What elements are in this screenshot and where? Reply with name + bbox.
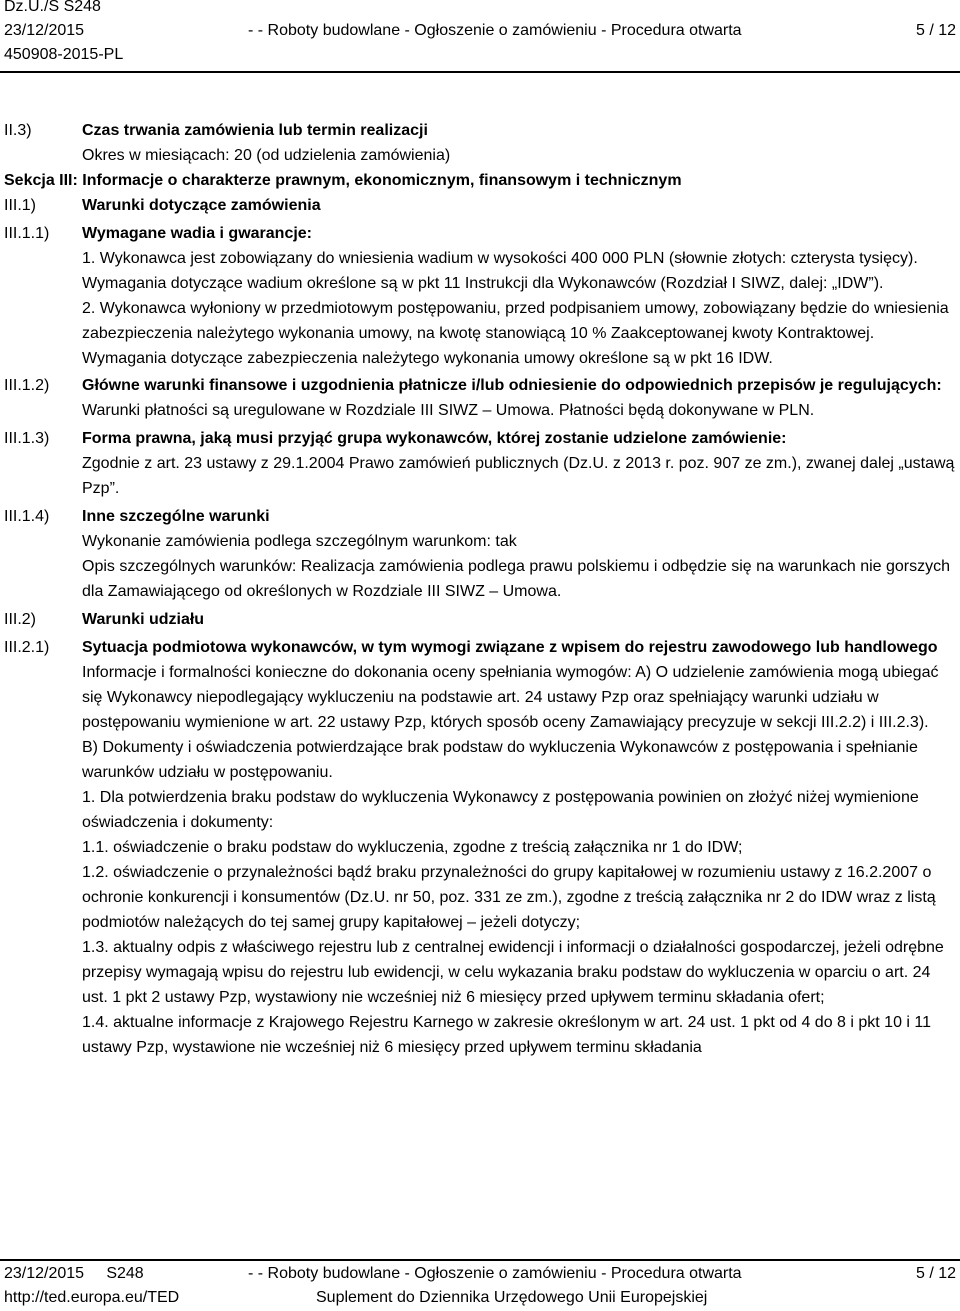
footer-supplement: Suplement do Dziennika Urzędowego Unii Europejskiej <box>316 1289 708 1306</box>
footer-divider <box>0 1259 960 1261</box>
section-number: II.3) <box>4 122 32 139</box>
header-notice-number: 450908-2015-PL <box>4 46 124 63</box>
section-iii1 <box>0 193 960 218</box>
section-paragraph: 1. Wykonawca jest zobowiązany do wniesienia wadium w wysokości 400 000 PLN (słownie złotych: czterysta tysięcy). <box>82 250 918 267</box>
section-paragraph: 2. Wykonawca wyłoniony w przedmiotowym postępowaniu, przed podpisaniem umowy, zobowiązany będzie do wniesienia zabezpieczenia należytego wykonania umowy, na kwotę stanowiącą 10 % Zaakceptowanej kwoty Kontraktowej. Wymagania dotyczące zabezpieczenia należytego wykonania umowy określone są w pkt 16 IDW. <box>82 300 949 367</box>
footer-series: S248 <box>106 1265 144 1282</box>
section-iii14 <box>0 504 960 604</box>
section-text: Wykonanie zamówienia podlega szczególnym warunkom: tak <box>82 533 517 550</box>
section-text: Okres w miesiącach: 20 (od udzielenia zamówienia) <box>82 147 451 164</box>
section-paragraph: B) Dokumenty i oświadczenia potwierdzające brak podstaw do wykluczenia Wykonawców z postępowania i spełnianie warunków udziału w postępowaniu. <box>82 739 918 781</box>
section-ii3 <box>0 118 960 168</box>
section-number: III.1.2) <box>4 377 50 394</box>
footer-url[interactable]: http://ted.europa.eu/TED <box>4 1289 180 1306</box>
section-number: III.2.1) <box>4 639 50 656</box>
section-title: Inne szczególne warunki <box>82 508 270 525</box>
section-title: Wymagane wadia i gwarancje: <box>82 225 313 242</box>
section-paragraph: 1.3. aktualny odpis z właściwego rejestru lub z centralnej ewidencji i informacji o działalności gospodarczej, jeżeli odrębne przepisy wymagają wpisu do rejestru lub ewidencji, w celu wykazania braku podstaw do wykluczenia w oparciu o art. 24 ust. 1 pkt 2 ustawy Pzp, wystawiony nie wcześniej niż 6 miesięcy przed upływem terminu składania ofert; <box>82 939 944 1006</box>
section-iii12 <box>0 373 960 423</box>
section-paragraph: 1.2. oświadczenie o przynależności bądź braku przynależności do grupy kapitałowej w rozumieniu ustawy z 16.2.2007 o ochronie konkurencji i konsumentów (Dz.U. nr 50, poz. 331 ze zm.), zgodne z treścią załącznika nr 2 do IDW wraz z listą podmiotów należących do tej samej grupy kapitałowej – jeżeli dotyczy; <box>82 864 936 931</box>
page-header <box>0 0 960 70</box>
section-iii-heading: Sekcja III: Informacje o charakterze prawnym, ekonomicznym, finansowym i technicznym <box>4 172 682 189</box>
section-title: Czas trwania zamówienia lub termin realizacji <box>82 122 428 139</box>
section-title: Główne warunki finansowe i uzgodnienia płatnicze i/lub odniesienie do odpowiednich przepisów je regulujących: <box>82 377 942 394</box>
header-date: 23/12/2015 <box>4 22 85 39</box>
section-text: Warunki płatności są uregulowane w Rozdziale III SIWZ – Umowa. Płatności będą dokonywane w PLN. <box>82 402 815 419</box>
section-text: Zgodnie z art. 23 ustawy z 29.1.2004 Prawo zamówień publicznych (Dz.U. z 2013 r. poz. 907 ze zm.), zwanej dalej „ustawą Pzp”. <box>82 455 955 497</box>
section-number: III.1.3) <box>4 430 50 447</box>
footer-page-number: 5 / 12 <box>915 1265 956 1282</box>
section-iii13 <box>0 426 960 501</box>
section-number: III.2) <box>4 611 37 628</box>
section-number: III.1) <box>4 197 37 214</box>
section-paragraph: Wymagania dotyczące wadium określone są w pkt 11 Instrukcji dla Wykonawców (Rozdział I SIWZ, dalej: „IDW”). <box>82 275 884 292</box>
section-number: III.1.4) <box>4 508 50 525</box>
header-divider <box>0 71 960 73</box>
section-text: Opis szczególnych warunków: Realizacja zamówienia podlega prawu polskiemu i odbędzie się na warunkach nie gorszych dla Zamawiającego od określonych w Rozdziale III SIWZ – Umowa. <box>82 558 951 600</box>
section-number: III.1.1) <box>4 225 50 242</box>
header-doc-id: Dz.U./S S248 <box>4 0 101 15</box>
section-title: Sytuacja podmiotowa wykonawców, w tym wymogi związane z wpisem do rejestru zawodowego lub handlowego <box>82 639 938 656</box>
header-title: - - Roboty budowlane - Ogłoszenie o zamówieniu - Procedura otwarta <box>248 22 742 39</box>
section-title: Warunki udziału <box>82 611 205 628</box>
footer-date-series <box>4 1262 144 1286</box>
section-iii11 <box>0 221 960 371</box>
document-body <box>0 118 960 1060</box>
header-page-number: 5 / 12 <box>915 22 956 39</box>
section-paragraph: 1.4. aktualne informacje z Krajowego Rejestru Karnego w zakresie określonym w art. 24 ust. 1 pkt od 4 do 8 i pkt 10 i 11 ustawy Pzp, wystawione nie wcześniej niż 6 miesięcy przed upływem terminu składania <box>82 1014 932 1056</box>
section-paragraph: Informacje i formalności konieczne do dokonania oceny spełniania wymogów: A) O udzielenie zamówienia mogą ubiegać się Wykonawcy niepodlegający wykluczeniu na podstawie art. 24 ustawy Pzp oraz spełniający warunki udziału w postępowaniu wymienione w art. 22 ustawy Pzp, których sposób oceny Zamawiający precyzuje w sekcji III.2.2) i III.2.3). <box>82 664 939 731</box>
section-iii21 <box>0 635 960 1060</box>
section-paragraph: 1.1. oświadczenie o braku podstaw do wykluczenia, zgodne z treścią załącznika nr 1 do IDW; <box>82 839 743 856</box>
section-title: Warunki dotyczące zamówienia <box>82 197 321 214</box>
section-title: Forma prawna, jaką musi przyjąć grupa wykonawców, której zostanie udzielone zamówienie: <box>82 430 787 447</box>
footer-date: 23/12/2015 <box>4 1265 85 1282</box>
section-paragraph: 1. Dla potwierdzenia braku podstaw do wykluczenia Wykonawcy z postępowania powinien on złożyć niżej wymienione oświadczenia i dokumenty: <box>82 789 919 831</box>
section-iii2 <box>0 607 960 632</box>
footer-title: - - Roboty budowlane - Ogłoszenie o zamówieniu - Procedura otwarta <box>248 1265 742 1282</box>
